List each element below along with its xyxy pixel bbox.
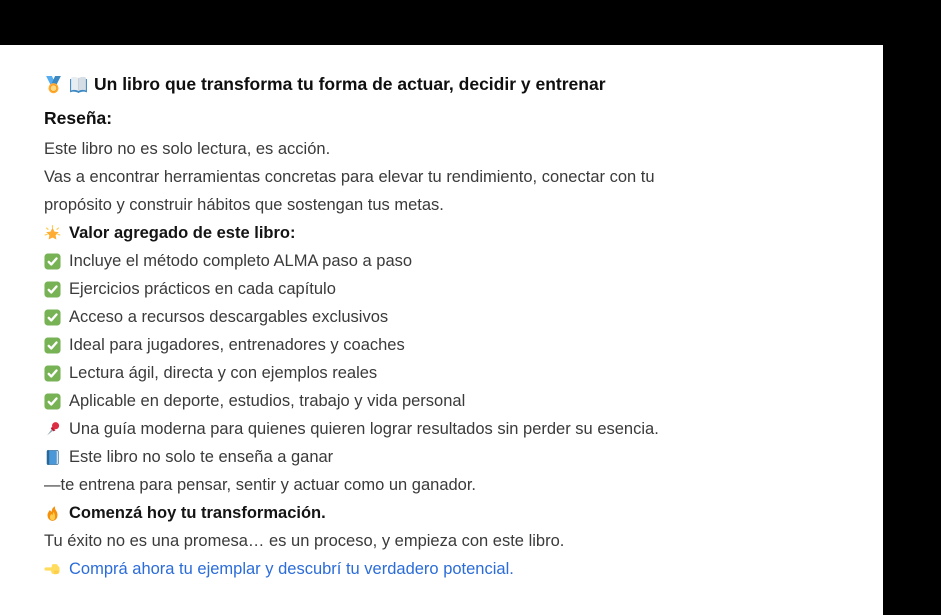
line-text: Un libro que transforma tu forma de actuar, decidir y entrenar — [94, 73, 606, 94]
pushpin-icon — [44, 421, 61, 438]
check-icon — [44, 281, 61, 298]
open-book-icon — [69, 75, 88, 94]
check-icon — [44, 337, 61, 354]
line-text: Este libro no es solo lectura, es acción. — [44, 139, 331, 158]
top-letterbox-bar — [0, 0, 941, 45]
checklist-item — [44, 303, 843, 331]
line-text: Vas a encontrar herramientas concretas para elevar tu rendimiento, conectar con tu — [44, 167, 655, 186]
highlight-line — [44, 443, 843, 471]
line-text: Acceso a recursos descargables exclusivos — [69, 307, 389, 326]
description-line — [44, 471, 843, 499]
resena-heading — [44, 101, 843, 135]
book-description-panel — [0, 45, 883, 615]
line-text: Lectura ágil, directa y con ejemplos reales — [69, 363, 378, 382]
blue-book-icon — [44, 449, 61, 466]
line-text: Una guía moderna para quienes quieren lograr resultados sin perder su esencia. — [69, 419, 659, 438]
line-text: Valor agregado de este libro: — [69, 223, 296, 242]
description-line — [44, 191, 843, 219]
checklist-item — [44, 247, 843, 275]
description-line — [44, 527, 843, 555]
line-text: Incluye el método completo ALMA paso a paso — [69, 251, 413, 270]
line-text: Comprá ahora tu ejemplar y descubrí tu verdadero potencial. — [69, 559, 514, 578]
cta-heading — [44, 499, 843, 527]
glowing-star-icon — [44, 225, 61, 242]
description-line — [44, 135, 843, 163]
check-icon — [44, 309, 61, 326]
check-icon — [44, 393, 61, 410]
checklist-item — [44, 331, 843, 359]
gold-medal-icon — [44, 75, 63, 94]
fire-icon — [44, 505, 61, 522]
line-text: propósito y construir hábitos que sostengan tus metas. — [44, 195, 444, 214]
description-line — [44, 163, 843, 191]
checklist-item — [44, 359, 843, 387]
right-letterbox-bar — [883, 0, 941, 615]
checklist-item — [44, 387, 843, 415]
checklist-item — [44, 275, 843, 303]
line-text: Aplicable en deporte, estudios, trabajo y vida personal — [69, 391, 466, 410]
check-icon — [44, 365, 61, 382]
description-lines — [44, 67, 843, 583]
value-heading — [44, 219, 843, 247]
line-text: Reseña: — [44, 107, 113, 128]
pointing-left-icon — [44, 561, 61, 578]
title-line — [44, 67, 843, 101]
buy-now-link[interactable] — [44, 555, 843, 583]
line-text: Ideal para jugadores, entrenadores y coaches — [69, 335, 405, 354]
highlight-line — [44, 415, 843, 443]
line-text: Ejercicios prácticos en cada capítulo — [69, 279, 336, 298]
line-text: Este libro no solo te enseña a ganar — [69, 447, 334, 466]
line-text: Comenzá hoy tu transformación. — [69, 503, 326, 522]
line-text: —te entrena para pensar, sentir y actuar como un ganador. — [44, 475, 477, 494]
check-icon — [44, 253, 61, 270]
line-text: Tu éxito no es una promesa… es un proceso, y empieza con este libro. — [44, 531, 565, 550]
